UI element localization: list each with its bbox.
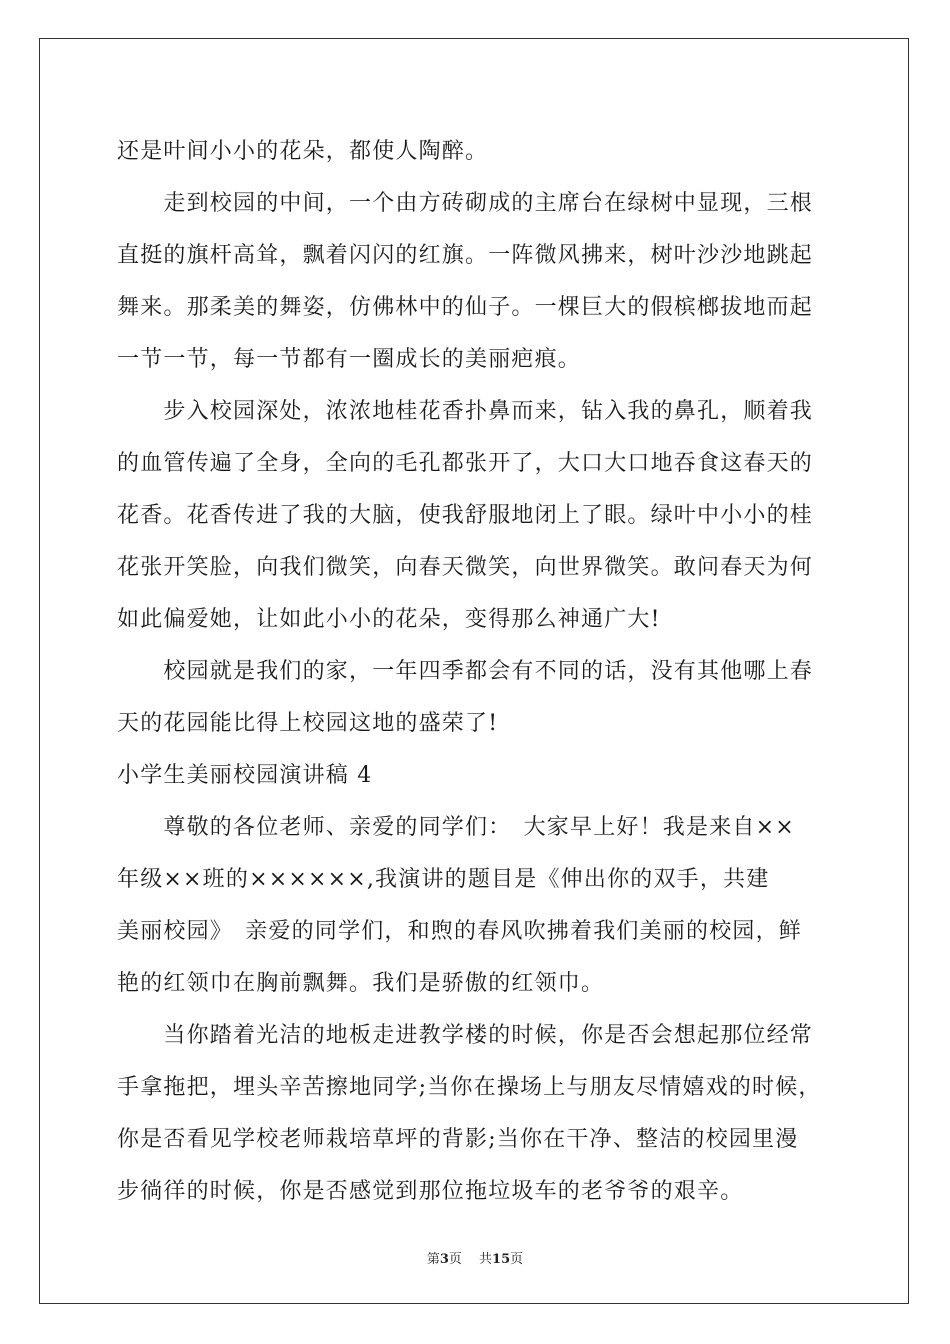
section-heading: 小学生美丽校园演讲稿 4 xyxy=(117,763,373,788)
paragraph-line: 校园就是我们的家，一年四季都会有不同的话，没有其他哪上春 xyxy=(117,659,814,684)
text-line: 直挺的旗杆高耸，飘着闪闪的红旗。一阵微风拂来，树叶沙沙地跳起 xyxy=(117,243,814,268)
text-line: 天的花园能比得上校园这地的盛荣了! xyxy=(117,711,499,736)
page-suffix: 页 共 xyxy=(448,1252,493,1267)
text-line: 步徜徉的时候，你是否感觉到那位拖垃圾车的老爷爷的艰辛。 xyxy=(117,1179,744,1204)
text-line: 如此偏爱她，让如此小小的花朵，变得那么神通广大! xyxy=(117,607,661,632)
text-line: 年级××班的××××××,我演讲的题目是《伸出你的双手，共建 xyxy=(117,867,770,892)
total-pages: 15 xyxy=(492,1252,511,1267)
text-line: 美丽校园》 亲爱的同学们，和煦的春风吹拂着我们美丽的校园，鲜 xyxy=(117,919,803,944)
text-line: 手拿拖把，埋头辛苦擦地同学;当你在操场上与朋友尽情嬉戏的时候， xyxy=(117,1075,822,1100)
page-footer xyxy=(0,1248,950,1267)
text-line: 舞来。那柔美的舞姿，仿佛林中的仙子。一棵巨大的假槟榔拔地而起 xyxy=(117,295,814,320)
total-suffix: 页 xyxy=(510,1252,524,1267)
page-prefix: 第 xyxy=(426,1252,440,1267)
paragraph-line: 走到校园的中间，一个由方砖砌成的主席台在绿树中显现，三根 xyxy=(117,191,814,216)
text-line: 花张开笑脸，向我们微笑，向春天微笑，向世界微笑。敢问春天为何 xyxy=(117,555,814,580)
document-body xyxy=(117,126,837,1218)
text-line: 你是否看见学校老师栽培草坪的背影;当你在干净、整洁的校园里漫 xyxy=(117,1127,799,1152)
text-line: 的血管传遍了全身，全向的毛孔都张开了，大口大口地吞食这春天的 xyxy=(117,451,814,476)
paragraph-line: 尊敬的各位老师、亲爱的同学们： 大家早上好！我是来自×× xyxy=(117,815,795,840)
text-line: 还是叶间小小的花朵，都使人陶醉。 xyxy=(117,139,489,164)
paragraph-line: 当你踏着光洁的地板走进教学楼的时候，你是否会想起那位经常 xyxy=(117,1023,814,1048)
page-number: 3 xyxy=(439,1252,449,1267)
text-line: 一节一节，每一节都有一圈成长的美丽疤痕。 xyxy=(117,347,582,372)
text-line: 花香。花香传进了我的大脑，使我舒服地闭上了眼。绿叶中小小的桂 xyxy=(117,503,814,528)
paragraph-line: 步入校园深处，浓浓地桂花香扑鼻而来，钻入我的鼻孔，顺着我 xyxy=(117,399,814,424)
text-line: 艳的红领巾在胸前飘舞。我们是骄傲的红领巾。 xyxy=(117,971,605,996)
